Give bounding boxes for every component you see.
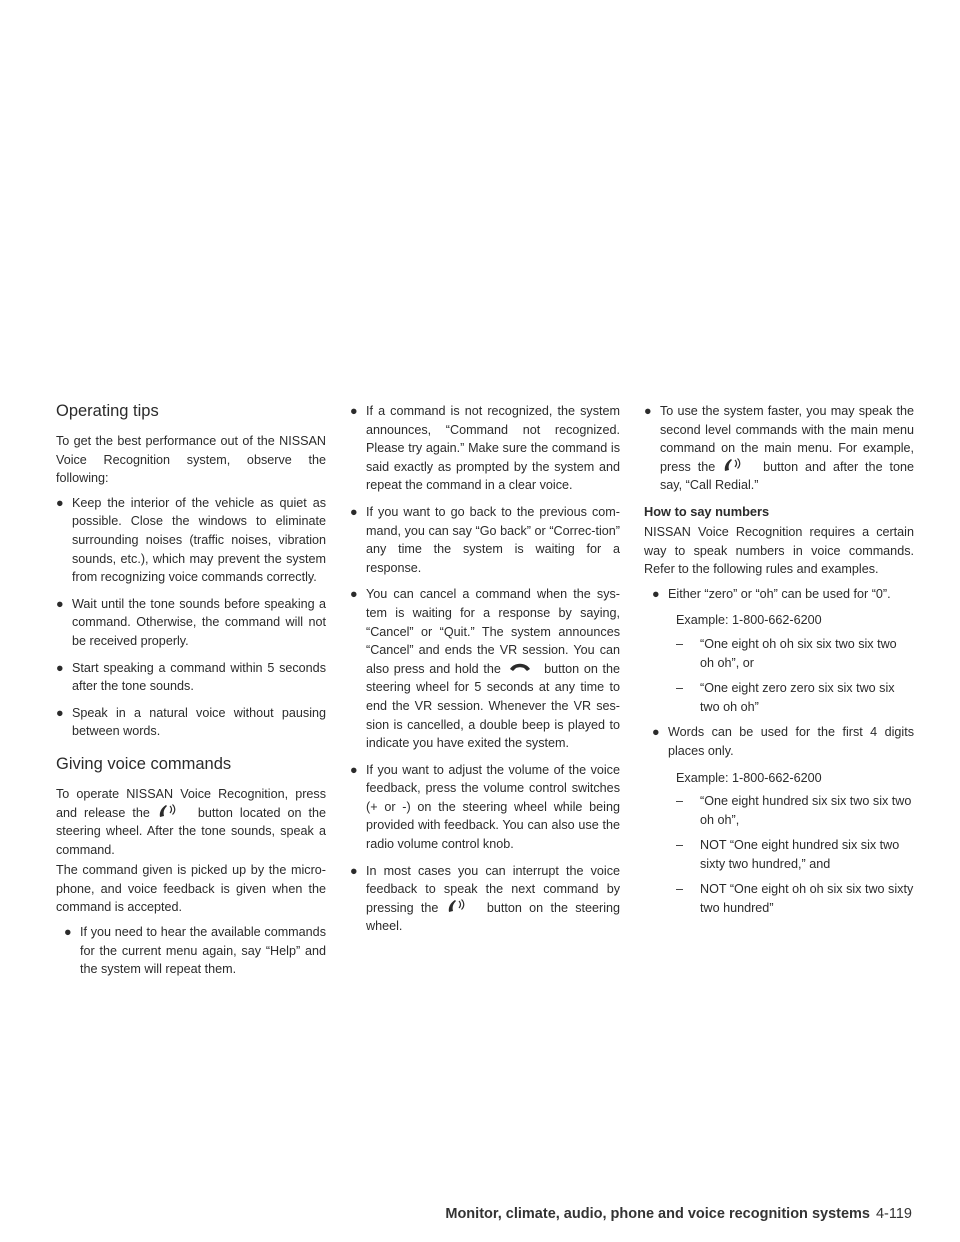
example-dash-item: – “One eight zero zero six six two six two oh oh” xyxy=(676,681,895,714)
example-dash-item: – “One eight oh oh six six two six two oh oh”, or xyxy=(676,636,897,670)
page-footer xyxy=(445,1206,912,1222)
example-dash-item: – NOT “One eight hundred six six two sixty two hundred,” and xyxy=(676,838,900,871)
help-bullet: ● If you need to hear the available commands for the current menu again, say “Help” and the system will repeat them. xyxy=(64,925,326,977)
bullet-icon: ● xyxy=(350,587,358,602)
bullet-icon: ● xyxy=(350,762,358,777)
voice-feedback-paragraph: The command given is picked up by the micro-phone, and voice feedback is given when the command is accepted. xyxy=(56,863,326,915)
bullet-icon: ● xyxy=(56,705,64,720)
bullet-icon: ● xyxy=(652,725,660,740)
tip-bullet: ● Start speaking a command within 5 seconds after the tone sounds. xyxy=(56,660,326,694)
zero-oh-bullet: ● Either “zero” or “oh” can be used for “0”. xyxy=(644,585,914,604)
bullet-icon: ● xyxy=(56,660,64,675)
bullet-icon: ● xyxy=(644,404,652,418)
example-dash-item: – NOT “One eight oh oh six six two sixty two hundred” xyxy=(676,882,914,916)
talk-button-icon xyxy=(446,899,480,913)
heading-operating-tips: Operating tips xyxy=(56,402,159,420)
heading-giving-voice-commands: Giving voice commands xyxy=(56,754,232,773)
interrupt-bullet: ● In most cases you can interrupt the voice feedback to speak the next command by pressing the button on the steering wheel. xyxy=(350,863,621,934)
footer-section-title: Monitor, climate, audio, phone and voice recognition systems xyxy=(445,1206,870,1222)
phone-hangup-icon xyxy=(506,660,540,674)
giving-voice-commands-paragraph: To operate NISSAN Voice Recognition, press and release the button located on the steering wheel. After the tone sounds, speak a command. xyxy=(56,786,327,857)
talk-button-icon xyxy=(157,804,191,818)
bullet-icon: ● xyxy=(64,925,72,940)
example-dash-item: – “One eight hundred six six two six two oh oh”, xyxy=(676,794,912,827)
tip-bullet: ● Keep the interior of the vehicle as quiet as possible. Close the windows to eliminate surrounding noises (traffic noises, vibration sounds, etc.), which may prevent the system from recognizing voice commands correctly. xyxy=(56,495,326,585)
bullet-icon: ● xyxy=(56,495,64,510)
operating-tips-intro: To get the best performance out of the NISSAN Voice Recognition system, observe the following: xyxy=(56,434,326,486)
heading-how-to-say-numbers: How to say numbers xyxy=(644,503,770,519)
example-text: Example: 1-800-662-6200 xyxy=(676,770,822,785)
column-left xyxy=(56,400,326,987)
bullet-icon: ● xyxy=(56,596,64,611)
column-right xyxy=(644,402,914,925)
first-digits-bullet: ● Words can be used for the first 4 digits places only. xyxy=(652,725,914,758)
bullet-icon: ● xyxy=(652,586,660,601)
column-middle xyxy=(350,402,620,944)
bullet-icon: ● xyxy=(350,504,358,519)
volume-bullet: ● If you want to adjust the volume of the voice feedback, press the volume control switches (+ or -) on the steering wheel while being provided with feedback. You can also use the radio volume control knob. xyxy=(350,762,620,852)
tip-bullet: ● Speak in a natural voice without pausing between words. xyxy=(56,705,326,739)
bullet-icon: ● xyxy=(350,863,358,878)
bullet-icon: ● xyxy=(350,404,358,418)
go-back-bullet: ● If you want to go back to the previous com-mand, you can say “Go back” or “Correc-tion” any time the system is waiting for a response. xyxy=(350,504,620,575)
example-text: Example: 1-800-662-6200 xyxy=(676,613,822,628)
tip-bullet: ● Wait until the tone sounds before speaking a command. Otherwise, the command will not be received properly. xyxy=(56,596,326,648)
numbers-intro: NISSAN Voice Recognition requires a certain way to speak numbers in voice commands. Refer to the following rules and examples. xyxy=(644,524,914,577)
not-recognized-bullet: ● If a command is not recognized, the system announces, “Command not recognized. Please try again.” Make sure the command is said exactly as prompted by the system and repeat the command in a clear voice. xyxy=(350,404,620,493)
cancel-bullet: ● You can cancel a command when the sys-tem is waiting for a response by saying, “Cancel” or “Quit.” The system announces “Cancel” and ends the VR session. You can also press and hold the button on the steering wheel for 5 seconds at any time to end the VR session. Whenever the VR ses-sion is cancelled, a double beep is played to indicate you have exited the system. xyxy=(350,587,620,751)
talk-button-icon xyxy=(722,458,756,472)
page-number: 4-119 xyxy=(875,1206,912,1222)
faster-bullet: ● To use the system faster, you may speak the second level commands with the main menu command on the main menu. For example, press the button and after the tone say, “Call Redial.” xyxy=(644,404,914,493)
